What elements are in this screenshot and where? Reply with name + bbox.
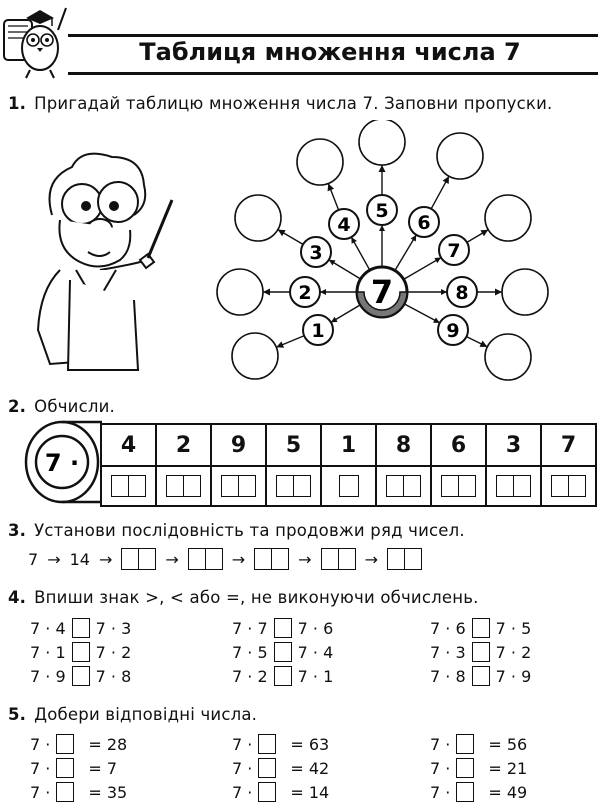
eq-left: 7 ·	[430, 758, 451, 778]
cmp-left: 7 · 1	[30, 642, 66, 662]
cmp-left: 7 · 5	[232, 642, 268, 662]
multiplier-cell: 9	[211, 424, 266, 466]
comparison-row	[430, 666, 531, 686]
answer-circle[interactable]	[502, 269, 548, 315]
seq-arrow: →	[165, 549, 179, 569]
sign-box[interactable]	[274, 666, 292, 686]
answer-circle[interactable]	[297, 139, 343, 185]
answer-circle[interactable]	[232, 333, 278, 379]
teacher-boy-illustration	[38, 154, 154, 370]
seq-answer-box[interactable]	[188, 548, 223, 570]
eq-left: 7 ·	[232, 758, 253, 778]
comparison-row	[430, 618, 531, 638]
pointer-stick	[148, 200, 172, 258]
answer-cell[interactable]	[266, 466, 321, 506]
seq-start: 7	[28, 549, 39, 569]
eq-result: = 35	[88, 782, 128, 802]
sign-box[interactable]	[72, 618, 90, 638]
equation-row	[232, 758, 329, 778]
equation-row	[232, 782, 329, 802]
cmp-right: 7 · 1	[297, 666, 334, 686]
factor-box[interactable]	[456, 734, 474, 754]
cmp-left: 7 · 4	[30, 618, 66, 638]
sign-box[interactable]	[274, 642, 292, 662]
eq-left: 7 ·	[430, 782, 451, 802]
seq-arrow: →	[47, 549, 61, 569]
factor-box[interactable]	[56, 734, 74, 754]
arrowhead	[379, 165, 386, 172]
sign-box[interactable]	[72, 642, 90, 662]
task2-prefix: 7 ·	[44, 449, 80, 477]
equation-row	[232, 734, 329, 754]
eq-left: 7 ·	[430, 734, 451, 754]
multiplication-flower	[217, 120, 548, 380]
cmp-right: 7 · 2	[95, 642, 132, 662]
eq-result: = 56	[488, 734, 528, 754]
equation-row	[430, 734, 527, 754]
comparison-row	[232, 642, 333, 662]
arrowhead	[263, 289, 270, 296]
seq-second: 14	[69, 549, 90, 569]
factor-box[interactable]	[56, 758, 74, 778]
multiplier-number: 3	[309, 242, 323, 264]
inner-arrow-line	[395, 235, 416, 270]
factor-box[interactable]	[456, 782, 474, 802]
seq-arrow: →	[298, 549, 312, 569]
header-bottom-rule	[68, 72, 598, 75]
task3-instruction: 3. Установи послідовність та продовжи ряд чисел.	[8, 521, 465, 540]
comparison-row	[30, 642, 131, 662]
task5-instruction: 5. Добери відповідні числа.	[8, 705, 258, 724]
answer-cell[interactable]	[541, 466, 596, 506]
seq-answer-box[interactable]	[254, 548, 289, 570]
page-title: Таблиця множення числа 7	[139, 38, 521, 66]
factor-box[interactable]	[258, 758, 276, 778]
task2-instruction: 2. Обчисли.	[8, 397, 115, 416]
task1-instruction: 1. Пригадай таблицю множення числа 7. Заповни пропуски.	[8, 94, 553, 113]
eq-left: 7 ·	[30, 782, 51, 802]
sign-box[interactable]	[274, 618, 292, 638]
answer-circle[interactable]	[485, 334, 531, 380]
factor-box[interactable]	[56, 782, 74, 802]
cmp-right: 7 · 9	[495, 666, 532, 686]
task4-instruction: 4. Впиши знак >, < або =, не виконуючи обчислень.	[8, 588, 479, 607]
flower-center-number: 7	[370, 273, 394, 311]
cmp-left: 7 · 9	[30, 666, 66, 686]
seq-arrow: →	[231, 549, 246, 569]
seq-answer-box[interactable]	[121, 548, 156, 570]
multiplier-cell: 6	[431, 424, 486, 466]
eq-left: 7 ·	[30, 734, 51, 754]
eq-result: = 28	[88, 734, 128, 754]
answer-circle[interactable]	[485, 195, 531, 241]
factor-box[interactable]	[258, 734, 276, 754]
comparison-row	[30, 618, 131, 638]
multiplier-number: 5	[375, 200, 389, 222]
answer-cell[interactable]	[376, 466, 431, 506]
seq-arrow: →	[364, 549, 378, 569]
cmp-left: 7 · 8	[430, 666, 466, 686]
multiplier-number: 4	[337, 214, 351, 236]
multiplier-cell: 5	[266, 424, 321, 466]
equation-row	[30, 758, 117, 778]
flower-center	[357, 267, 407, 317]
comparison-row	[430, 642, 531, 662]
multiplier-cell: 7	[541, 424, 596, 466]
factor-box[interactable]	[258, 782, 276, 802]
cmp-right: 7 · 6	[297, 618, 334, 638]
task1-diagram	[0, 120, 600, 390]
sign-box[interactable]	[472, 666, 490, 686]
cmp-left: 7 · 7	[232, 618, 268, 638]
multiplier-cell: 2	[156, 424, 211, 466]
seq-answer-box[interactable]	[387, 548, 422, 570]
cmp-right: 7 · 3	[95, 618, 132, 638]
factor-box[interactable]	[456, 758, 474, 778]
cmp-right: 7 · 4	[297, 642, 334, 662]
sign-box[interactable]	[72, 666, 90, 686]
cmp-right: 7 · 2	[495, 642, 532, 662]
multiplier-number: 9	[446, 320, 460, 342]
eq-result: = 14	[290, 782, 330, 802]
equation-row	[430, 758, 527, 778]
cmp-left: 7 · 2	[232, 666, 268, 686]
multiplier-cell: 3	[486, 424, 541, 466]
multiplier-cell: 4	[101, 424, 156, 466]
arrowhead	[495, 289, 502, 296]
header-top-rule	[68, 34, 598, 37]
seq-arrow: →	[98, 549, 113, 569]
comparison-row	[30, 666, 131, 686]
eq-left: 7 ·	[30, 758, 51, 778]
multiplier-number: 1	[311, 320, 325, 342]
answer-cell[interactable]	[321, 466, 376, 506]
multiplier-cell: 1	[321, 424, 376, 466]
answer-circle[interactable]	[217, 269, 263, 315]
task3-sequence	[28, 548, 422, 570]
eq-left: 7 ·	[232, 734, 253, 754]
eq-result: = 42	[290, 758, 330, 778]
eq-result: = 49	[488, 782, 528, 802]
sign-box[interactable]	[472, 642, 490, 662]
multiplier-number: 7	[447, 240, 461, 262]
multiplier-number: 8	[455, 282, 469, 304]
answer-cell[interactable]	[431, 466, 486, 506]
task2-table	[100, 423, 597, 507]
equation-row	[30, 782, 127, 802]
equation-row	[430, 782, 527, 802]
answer-circle[interactable]	[437, 133, 483, 179]
comparison-row	[232, 666, 333, 686]
cmp-right: 7 · 5	[495, 618, 532, 638]
equation-row	[30, 734, 127, 754]
inner-arrow-line	[404, 258, 441, 279]
eq-result: = 21	[488, 758, 528, 778]
sign-box[interactable]	[472, 618, 490, 638]
multiplier-number: 6	[417, 212, 431, 234]
eq-result: = 7	[88, 758, 118, 778]
cmp-left: 7 · 6	[430, 618, 466, 638]
multiplier-cell: 8	[376, 424, 431, 466]
eq-result: = 63	[290, 734, 330, 754]
answer-cell[interactable]	[211, 466, 266, 506]
cmp-right: 7 · 8	[95, 666, 132, 686]
answer-cell[interactable]	[486, 466, 541, 506]
answer-cell[interactable]	[101, 466, 156, 506]
answer-cell[interactable]	[156, 466, 211, 506]
cmp-left: 7 · 3	[430, 642, 466, 662]
seq-answer-box[interactable]	[321, 548, 356, 570]
eq-left: 7 ·	[232, 782, 253, 802]
answer-circle[interactable]	[359, 120, 405, 165]
comparison-row	[232, 618, 333, 638]
answer-circle[interactable]	[235, 195, 281, 241]
multiplier-number: 2	[298, 282, 312, 304]
